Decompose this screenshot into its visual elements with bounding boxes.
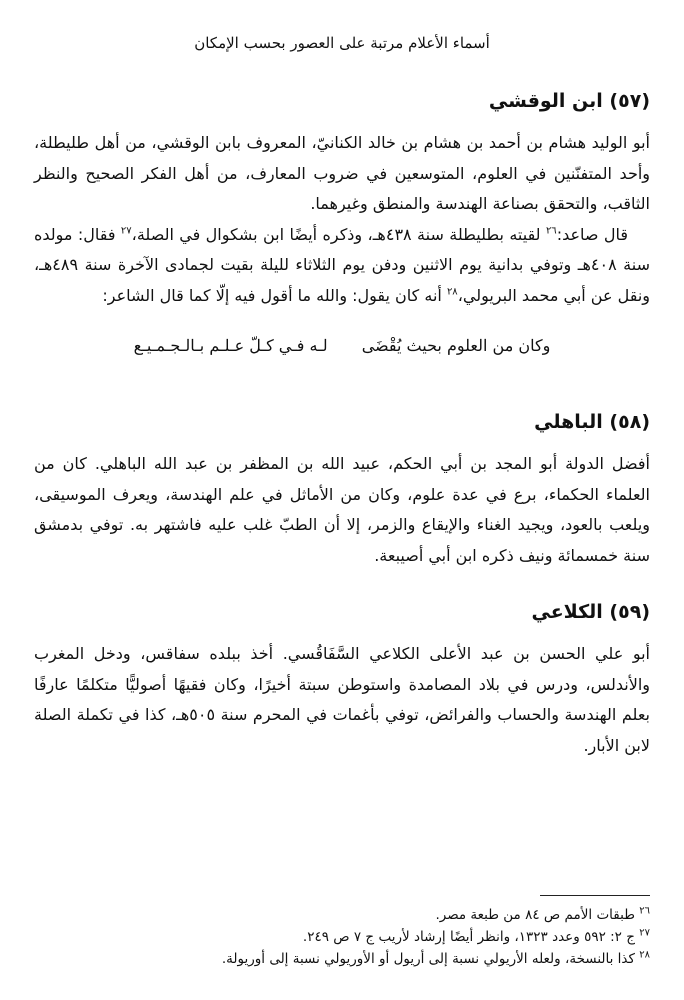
footnote-text: كذا بالنسخة، ولعله الأريولي نسبة إلى أريول أو الأوريولي نسبة إلى أوريولة. [221, 951, 635, 967]
text-run: لقيته بطليطلة سنة ٤٣٨هـ، وذكره أيضًا ابن بشكوال في الصلة، [131, 224, 546, 244]
footnote-number: ٢٧ [639, 927, 650, 939]
verse-second-hemistich: لـه فـي كـلّ عـلـم بـالـجـمـيـع [133, 336, 328, 355]
text-run: أنه كان يقول: والله ما أقول فيه إلّا كما قال الشاعر: [102, 285, 447, 305]
running-header: أسماء الأعلام مرتبة على العصور بحسب الإمكان [194, 34, 490, 52]
entry-paragraph [34, 220, 650, 312]
text-run: قال صاعد: [556, 224, 629, 244]
footnotes [34, 904, 650, 970]
entry-57 [34, 86, 650, 361]
entry-paragraph: أبو علي الحسن بن عبد الأعلى الكلاعي السَّفَاقُسي. أخذ ببلده سفاقس، ودخل المغرب والأندلس، ودرس في بلاد المصامدة واستوطن سبتة أخيرًا، وكان فقيهًا أصوليًّا متكلمًا عارفًا بعلم الهندسة والحساب والفرائض، توفي بأغمات في المحرم سنة ٥٠٥هـ، كذا في تكملة الصلة لابن الأبار. [34, 644, 651, 755]
entry-paragraph: أفضل الدولة أبو المجد بن أبي الحكم، عبيد الله بن المظفر بن عبد الله الباهلي. كان من العلماء الحكماء، برع في عدة علوم، وكان من الأماثل في علم الهندسة، ويعرف الموسيقى، ويلعب بالعود، ويجيد الغناء والإيقاع والزمر، إلا أن الطبّ غلب عليه فاشتهر به. توفي بدمشق سنة خمسمائة ونيف ذكره ابن أبي أصيبعة. [34, 454, 650, 565]
entry-title: (٥٩) الكلاعي [531, 601, 650, 623]
footnote [34, 904, 650, 926]
footnote [34, 948, 650, 970]
entry-59 [34, 597, 650, 761]
entry-paragraph: أبو الوليد هشام بن أحمد بن هشام بن خالد الكنانيّ، المعروف بابن الوقشي، من أهل طليطلة، وأحد المتفنّنين في العلوم، المتوسعين في ضروب المعارف، من أهل الفكر الصحيح والنظر الثاقب، والتحقق بصناعة الهندسة والمنطق وغيرهما. [34, 133, 650, 213]
footnote-ref[interactable]: ٢٨ [446, 286, 458, 298]
footnote-number: ٢٨ [639, 949, 650, 961]
footnote-text: طبقات الأمم ص ٨٤ من طبعة مصر. [435, 907, 635, 923]
footnote [34, 926, 650, 948]
footnote-divider [540, 895, 650, 896]
entry-58 [34, 407, 650, 571]
text-run: فقال: مولده سنة ٤٠٨هـ وتوفي بدانية يوم الاثنين ودفن يوم الثلاثاء لليلة بقيت لجمادى الآخرة سنة ٤٨٩هـ، ونقل عن أبي محمد البريولي، [34, 224, 650, 305]
footnote-ref[interactable]: ٢٧ [120, 225, 132, 237]
footnote-ref[interactable]: ٢٦ [545, 225, 557, 237]
footnote-number: ٢٦ [639, 905, 650, 917]
footnote-text: ج ٢: ٥٩٢ وعدد ١٣٢٣، وانظر أيضًا إرشاد لأريب ج ٧ ص ٢٤٩. [302, 929, 635, 945]
entry-title: (٥٨) الباهلي [534, 411, 650, 433]
entry-title: (٥٧) ابن الوقشي [488, 90, 650, 112]
verse-first-hemistich: وكان من العلوم بحيث يُقْضَى [361, 336, 551, 355]
poetry-verse [34, 331, 650, 361]
